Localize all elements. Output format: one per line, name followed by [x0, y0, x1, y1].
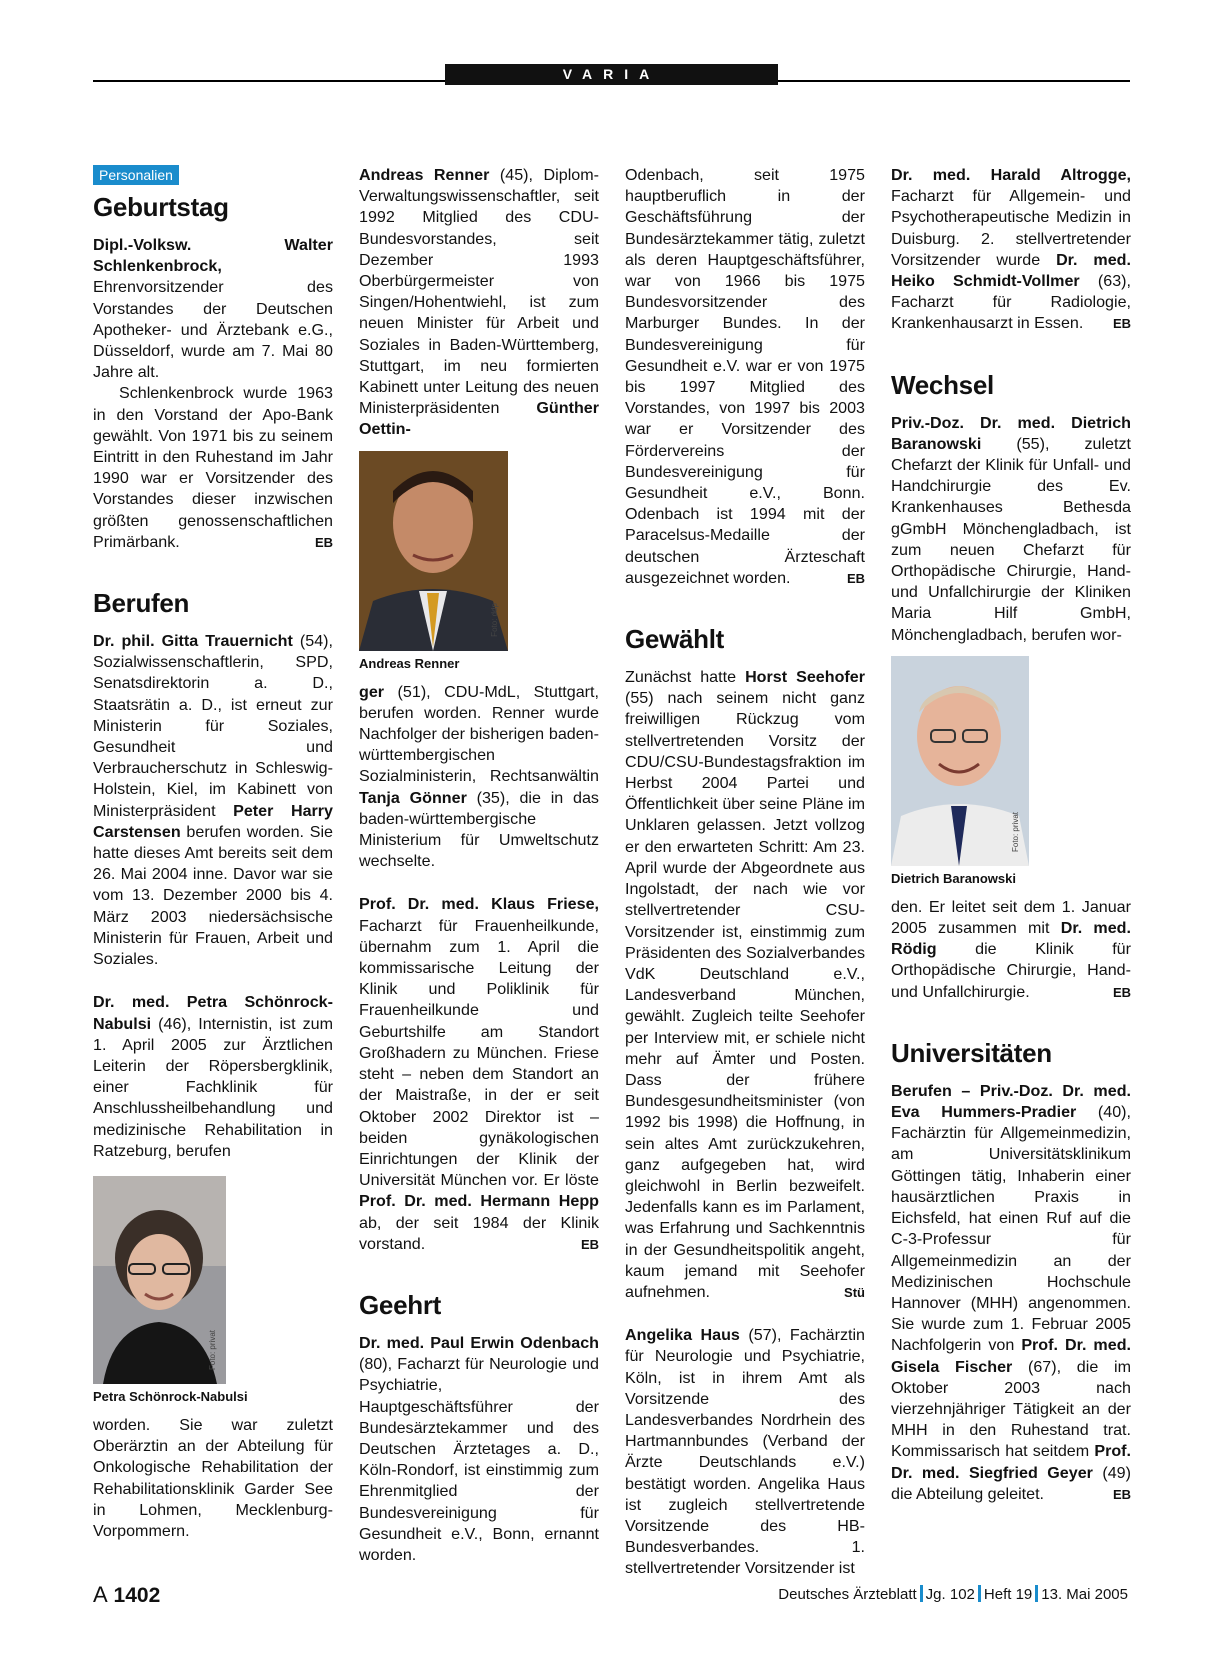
paragraph: Dr. med. Paul Erwin Odenbach (80), Facharzt für Neurologie und Psychiatrie, Hauptgeschäftsführer der Bundesärztekammer und des Deutschen Ärztetages a. D., Köln-Rondorf, ist einstimmig zum Ehrenmitglied der Bundesvereinigung für Gesundheit e.V., Bonn, ernannt worden. — [359, 1333, 599, 1564]
author-signature: EB — [314, 534, 333, 550]
paragraph: Dipl.-Volksw. Walter Schlenkenbrock, Ehrenvorsitzender des Vorstandes der Deutschen Apotheker- und Ärztebank e.G., Düsseldorf, wurde am 7. Mai 80 Jahre alt. — [93, 236, 333, 382]
paragraph: Schlenkenbrock wurde 1963 in den Vorstand der Apo-Bank gewählt. Von 1971 bis zu seinem Eintritt in den Ruhestand im Jahr 1990 war er Vorsitzender des Vorstandes dieser inzwischen größten genossenschaftlichen Primärbank. EB — [93, 383, 333, 553]
column-4 — [891, 165, 1131, 1505]
heading-wechsel: Wechsel — [891, 369, 994, 400]
photo-credit: Foto: privat — [207, 1329, 217, 1370]
photo-credit: Foto: privat — [1010, 811, 1020, 852]
footer-publication — [778, 1585, 1128, 1603]
paragraph: Zunächst hatte Horst Seehofer (55) nach seinem nicht ganz freiwilligen Rückzug vom stellvertretenden Vorsitz der CDU/CSU-Bundestagsfraktion im Herbst 2004 Partei und Öffentlichkeit über seine Pläne im Unklaren gelassen. Jetzt vollzog er den erwarteten Schritt: Am 23. April wurde der Abgeordnete aus Ingolstadt, der nach wie vor stellvertretender CSU-Vorsitzender ist, einstimmig zum Präsidenten des Sozialverbandes VdK Deutschland e.V., Landesverband München, gewählt. Zugleich teilte Seehofer per Interview mit, er schiele nicht mehr auf Ämter und Posten. Dass der frühere Bundesgesundheitsminister (von 1992 bis 1998) die Hoffnung, in sein altes Amt zurückzukehren, ganz aufgegeben hat, wird gleichwohl in Berlin bezweifelt. Jedenfalls kann es im Parlament, was Erfahrung und Sachkenntnis in der Gesundheitspolitik angeht, kaum jemand mit Seehofer aufnehmen. Stü — [625, 667, 865, 1303]
paragraph: Dr. med. Petra Schönrock-Nabulsi (46), Internistin, ist zum 1. April 2005 zur Ärztlichen Leiterin der Röpersbergklinik, einer Fachklinik für Anschlussheilbehandlung und medizinische Rehabilitation in Ratzeburg, berufen — [93, 993, 333, 1160]
portrait-photo — [93, 1176, 226, 1384]
paragraph: Dr. med. Harald Altrogge, Facharzt für Allgemein- und Psychotherapeutische Medizin in Duisburg. 2. stellvertretender Vorsitzender wurde Dr. med. Heiko Schmidt-Vollmer (63), Facharzt für Radiologie, Krankenhausarzt in Essen. EB — [891, 165, 1131, 335]
photo-caption: Andreas Renner — [359, 655, 460, 671]
author-signature: EB — [1112, 1486, 1131, 1502]
heading-geburtstag: Geburtstag — [93, 192, 229, 222]
author-signature: EB — [846, 570, 865, 586]
paragraph: Dr. phil. Gitta Trauernicht (54), Sozialwissenschaftlerin, SPD, Senatsdirektorin a. D., Staatsrätin a. D., ist erneut zur Ministerin für Soziales, Gesundheit und Verbraucherschutz in Schleswig-Holstein, Kiel, im Kabinett von Ministerpräsident Peter Harry Carstensen berufen worden. Sie hatte dieses Amt bereits seit dem 26. Mai 2004 inne. Davor war sie vom 13. Dezember 2000 bis 4. März 2003 niedersächsische Ministerin für Frauen, Arbeit und Soziales. — [93, 632, 334, 969]
heading-universitaeten: Universitäten — [891, 1037, 1052, 1068]
paragraph: ger (51), CDU-MdL, Stuttgart, berufen worden. Renner wurde Nachfolger der bisherigen baden-württembergischen Sozialministerin, Rechtsanwältin Tanja Gönner (35), die in das baden-württembergische Ministerium für Umweltschutz wechselte. — [359, 682, 599, 871]
paragraph: Priv.-Doz. Dr. med. Dietrich Baranowski (55), zuletzt Chefarzt der Klinik für Unfall- und Handchirurgie des Ev. Krankenhauses Bethesda gGmbH Mönchengladbach, ist zum neuen Chefarzt für Orthopädische Chirurgie, Hand- und Unfallchirurgie der Kliniken Maria Hilf GmbH, Mönchengladbach, berufen wor- — [891, 413, 1131, 644]
paragraph: Odenbach, seit 1975 hauptberuflich in der Geschäftsführung der Bundesärztekammer tätig, zuletzt als deren Hauptgeschäftsführer, war von 1966 bis 1975 Bundesvorsitzender des Marburger Bundes. In der Bundesvereinigung für Gesundheit e.V. war er von 1975 bis 1997 Mitglied des Vorstandes, von 1997 bis 2003 war er Vorsitzender des Fördervereins der Bundesvereinigung für Gesundheit e.V., Bonn. Odenbach ist 1994 mit der Paracelsus-Medaille der deutschen Ärzteschaft ausgezeichnet worden. EB — [625, 165, 865, 589]
paragraph: Andreas Renner (45), Diplom-Verwaltungswissenschaftler, seit 1992 Mitglied des CDU-Bundesvorstandes, seit Dezember 1993 Oberbürgermeister von Singen/Hohentwiehl, ist zum neuen Minister für Arbeit und Soziales in Baden-Württemberg, Stuttgart, im neu formierten Kabinett unter Leitung des neuen Ministerpräsidenten Günther Oettin- — [359, 166, 599, 439]
photo-caption: Dietrich Baranowski — [891, 870, 1016, 886]
category-tag: Personalien — [93, 165, 179, 185]
portrait-photo — [359, 451, 508, 651]
issue: Heft 19 — [983, 1586, 1033, 1603]
paragraph: den. Er leitet seit dem 1. Januar 2005 zusammen mit Dr. med. Rödig die Klinik für Orthopädische Chirurgie, Hand- und Unfallchirurgie. EB — [891, 897, 1131, 1003]
portrait-photo — [891, 656, 1029, 866]
column-2 — [359, 165, 599, 1566]
column-1 — [93, 165, 333, 1542]
author-signature: Stü — [844, 1284, 865, 1300]
author-signature: EB — [1112, 316, 1131, 332]
author-signature: EB — [580, 1236, 599, 1252]
paragraph: worden. Sie war zuletzt Oberärztin an der Abteilung für Onkologische Rehabilitation der Rehabilitationsklinik Garder See in Lohmen, Mecklenburg-Vorpommern. — [93, 1415, 333, 1540]
column-3 — [625, 165, 865, 1580]
author-signature: EB — [1112, 984, 1131, 1000]
paragraph: Prof. Dr. med. Klaus Friese, Facharzt für Frauenheilkunde, übernahm zum 1. April die kommissarische Leitung der Klinik und Poliklinik für Frauenheilkunde und Geburtshilfe am Standort Großhadern zu München. Friese steht – neben dem Standort an der Maistraße, in der er seit Oktober 2002 Direktor ist – beiden gynäkologischen Einrichtungen der Klinik der Universität München vor. Er löste Prof. Dr. med. Hermann Hepp ab, der seit 1984 der Klinik vorstand. EB — [359, 894, 599, 1254]
volume: Jg. 102 — [925, 1586, 975, 1603]
heading-berufen: Berufen — [93, 588, 190, 619]
section-header: VARIA — [445, 64, 778, 85]
journal-name: Deutsches Ärzteblatt — [778, 1586, 917, 1603]
paragraph: Berufen – Priv.-Doz. Dr. med. Eva Hummers-Pradier (40), Fachärztin für Allgemeinmedizin, am Universitätsklinikum Göttingen tätig, Inhaberin einer hausärztlichen Praxis in Eichsfeld, hat einen Ruf auf die C-3-Professur für Allgemeinmedizin an der Medizinischen Hochschule Hannover (MHH) angenommen. Sie wurde zum 1. Februar 2005 Nachfolgerin von Prof. Dr. med. Gisela Fischer (67), die im Oktober 2003 nach vierzehnjähriger Tätigkeit an der MHH in den Ruhestand trat. Kommissarisch hat seitdem Prof. Dr. med. Siegfried Geyer (49) die Abteilung geleitet. EB — [891, 1081, 1131, 1505]
issue-date: 13. Mai 2005 — [1041, 1586, 1128, 1603]
heading-geehrt: Geehrt — [359, 1289, 442, 1320]
paragraph: Angelika Haus (57), Fachärztin für Neurologie und Psychiatrie, Köln, ist in ihrem Amt als Vorsitzende des Landesverbandes Nordrhein des Hartmannbundes (Verband der Ärzte Deutschlands e.V.) bestätigt worden. Angelika Haus ist zugleich stellvertretende Vorsitzende des HB-Bundesverbandes. 1. stellvertretender Vorsitzender ist — [625, 1326, 866, 1578]
photo-caption: Petra Schönrock-Nabulsi — [93, 1388, 248, 1404]
photo-credit: Foto: ddp — [489, 602, 499, 637]
page-number: A 1402 — [93, 1582, 161, 1607]
heading-gewaehlt: Gewählt — [625, 624, 725, 655]
